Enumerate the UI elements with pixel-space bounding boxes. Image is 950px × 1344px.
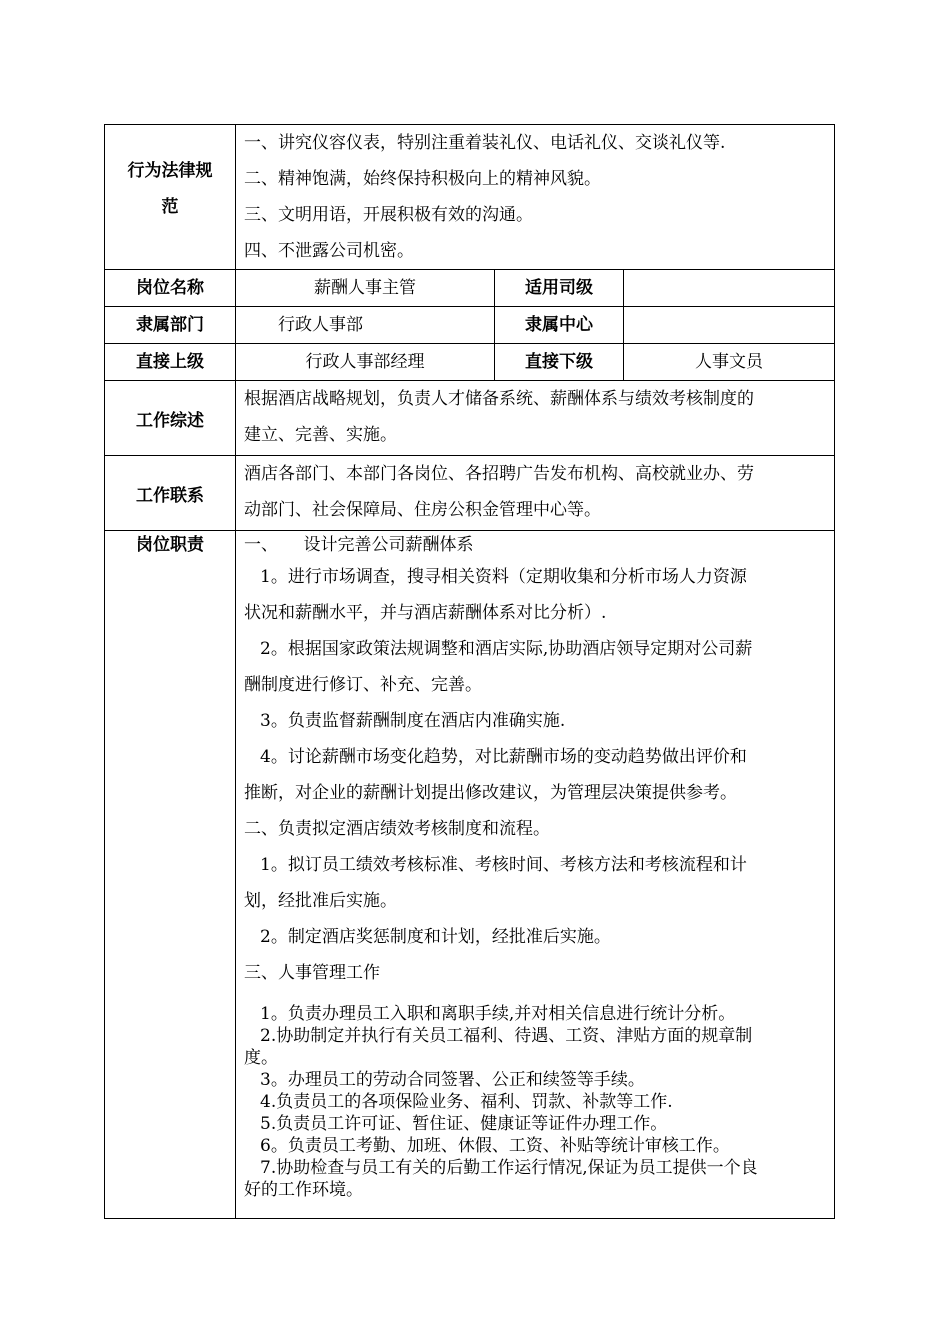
behavior-item: 二、精神饱满，始终保持积极向上的精神风貌。 — [244, 169, 601, 189]
duties-line: 2。制定酒店奖惩制度和计划，经批准后实施。 — [260, 927, 611, 947]
contacts-label: 工作联系 — [136, 485, 204, 506]
summary-content — [236, 381, 835, 456]
duties-section3-title: 三、人事管理工作 — [244, 963, 380, 983]
duties-line: 2.协助制定并执行有关员工福利、待遇、工资、津贴方面的规章制 — [260, 1026, 753, 1046]
department-label: 隶属部门 — [136, 315, 204, 335]
position-label: 岗位名称 — [136, 278, 204, 298]
behavior-item: 四、不泄露公司机密。 — [244, 241, 414, 261]
contacts-content — [236, 456, 835, 531]
superior-label: 直接上级 — [136, 352, 204, 372]
position-value: 薪酬人事主管 — [314, 278, 416, 298]
department-row — [105, 307, 835, 344]
summary-row — [105, 381, 835, 456]
contacts-line: 酒店各部门、本部门各岗位、各招聘广告发布机构、高校就业办、劳 — [244, 464, 754, 484]
duties-line: 4.负责员工的各项保险业务、福利、罚款、补款等工作. — [260, 1092, 673, 1112]
duties-line: 4。讨论薪酬市场变化趋势，对比薪酬市场的变动趋势做出评价和 — [260, 747, 747, 767]
duties-line: 7.协助检查与员工有关的后勤工作运行情况,保证为员工提供一个良 — [260, 1158, 758, 1178]
behavior-label — [105, 125, 236, 270]
duties-line: 推断，对企业的薪酬计划提出修改建议，为管理层决策提供参考。 — [244, 783, 737, 803]
reporting-row — [105, 344, 835, 381]
behavior-row — [105, 125, 835, 270]
duties-line: 状况和薪酬水平，并与酒店薪酬体系对比分析）. — [244, 603, 607, 623]
department-value: 行政人事部 — [278, 315, 363, 335]
duties-row — [105, 531, 835, 1219]
behavior-label-line2: 范 — [161, 197, 179, 217]
duties-line: 3。办理员工的劳动合同签署、公正和续签等手续。 — [260, 1070, 645, 1090]
behavior-item: 三、文明用语，开展积极有效的沟通。 — [244, 205, 533, 225]
duties-section1-title: 一、 设计完善公司薪酬体系 — [244, 535, 474, 555]
duties-line: 划，经批准后实施。 — [244, 891, 397, 911]
duties-line: 酬制度进行修订、补充、完善。 — [244, 675, 482, 695]
behavior-label-line1: 行为法律规 — [127, 161, 213, 181]
contacts-line: 动部门、社会保障局、住房公积金管理中心等。 — [244, 500, 601, 520]
duties-line: 好的工作环境。 — [244, 1180, 363, 1200]
summary-label: 工作综述 — [136, 410, 204, 431]
duties-line: 1。进行市场调查，搜寻相关资料（定期收集和分析市场人力资源 — [260, 567, 747, 587]
duties-line: 5.负责员工许可证、暂住证、健康证等证件办理工作。 — [260, 1114, 668, 1134]
subordinate-label: 直接下级 — [525, 352, 593, 372]
center-label: 隶属中心 — [525, 315, 593, 335]
duties-line: 1。拟订员工绩效考核标准、考核时间、考核方法和考核流程和计 — [260, 855, 747, 875]
subordinate-value: 人事文员 — [695, 352, 763, 372]
contacts-row — [105, 456, 835, 531]
position-row — [105, 270, 835, 307]
superior-value: 行政人事部经理 — [305, 352, 425, 372]
duties-label: 岗位职责 — [136, 535, 204, 555]
duties-line: 1。负责办理员工入职和离职手续,并对相关信息进行统计分析。 — [260, 1004, 736, 1024]
duties-line: 度。 — [244, 1048, 278, 1068]
job-description-table — [104, 124, 835, 1219]
behavior-item: 一、讲究仪容仪表，特别注重着装礼仪、电话礼仪、交谈礼仪等. — [244, 133, 726, 153]
duties-line: 3。负责监督薪酬制度在酒店内准确实施. — [260, 711, 566, 731]
summary-line: 建立、完善、实施。 — [244, 425, 397, 445]
duties-section2-title: 二、负责拟定酒店绩效考核制度和流程。 — [244, 819, 550, 839]
duties-line: 2。根据国家政策法规调整和酒店实际,协助酒店领导定期对公司薪 — [260, 639, 753, 659]
grade-label: 适用司级 — [525, 278, 593, 298]
summary-line: 根据酒店战略规划，负责人才储备系统、薪酬体系与绩效考核制度的 — [244, 389, 754, 409]
duties-content — [236, 531, 835, 1219]
duties-line: 6。负责员工考勤、加班、休假、工资、补贴等统计审核工作。 — [260, 1136, 730, 1156]
behavior-content — [236, 125, 835, 270]
